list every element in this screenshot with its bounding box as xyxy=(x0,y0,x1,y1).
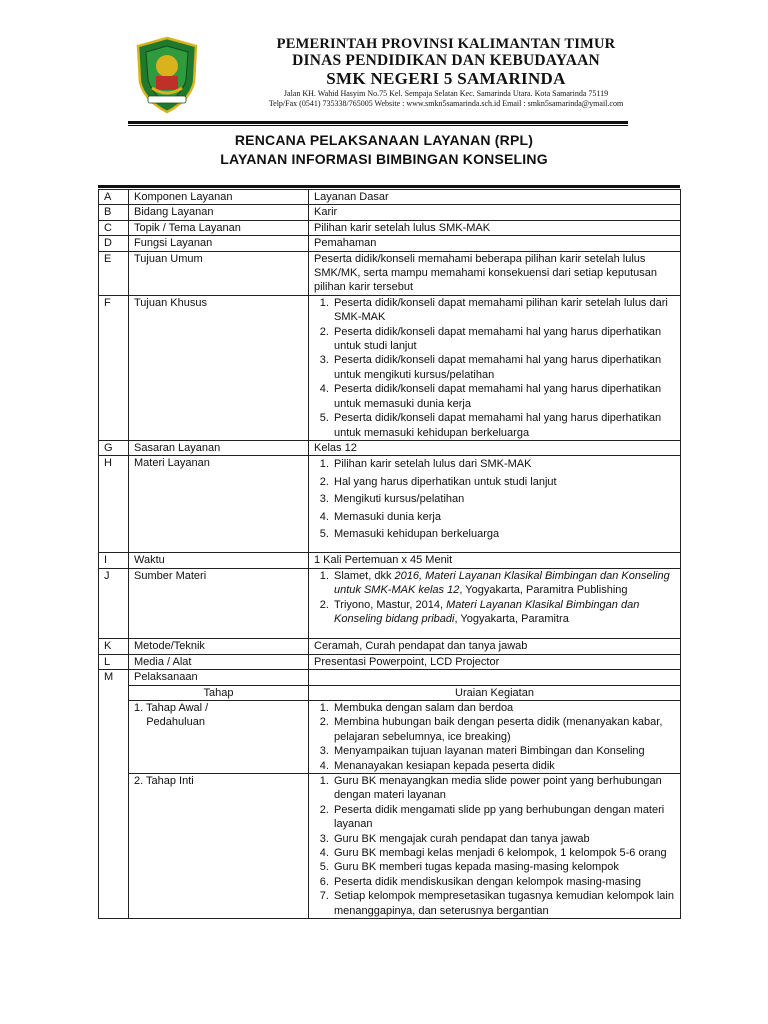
row-value: Layanan Dasar xyxy=(309,190,681,205)
list-item: 3. Peserta didik/konseli dapat memahami hal yang harus diperhatikan untuk mengikuti kursus/pelatihan xyxy=(332,353,675,382)
list-item: 4. Memasuki dunia kerja xyxy=(332,510,675,524)
row-value: 1 Kali Pertemuan x 45 Menit xyxy=(309,553,681,568)
list-item: 2. Peserta didik/konseli dapat memahami hal yang harus diperhatikan untuk studi lanjut xyxy=(332,325,675,354)
list-item: 1. Peserta didik/konseli dapat memahami pilihan karir setelah lulus dari SMK-MAK xyxy=(332,296,675,325)
specific-goals-list xyxy=(314,296,675,440)
row-code: H xyxy=(99,456,129,553)
row-value: Presentasi Powerpoint, LCD Projector xyxy=(309,654,681,669)
activity-list xyxy=(314,774,675,918)
stage-name: 2. Tahap Inti xyxy=(129,774,309,919)
row-value: Pilihan karir setelah lulus SMK-MAK xyxy=(309,220,681,235)
list-item: 1. Guru BK menayangkan media slide power point yang berhubungan dengan materi layanan xyxy=(332,774,675,803)
row-label: Sasaran Layanan xyxy=(129,440,309,455)
list-item: 1. Membuka dengan salam dan berdoa xyxy=(332,701,675,715)
document-title-line-1: RENCANA PELAKSANAAN LAYANAN (RPL) xyxy=(234,132,534,148)
row-code: F xyxy=(99,295,129,440)
row-label: Bidang Layanan xyxy=(129,205,309,220)
table-row xyxy=(99,685,681,700)
table-row xyxy=(99,251,681,295)
letterhead-school: SMK NEGERI 5 SAMARINDA xyxy=(326,69,566,88)
row-code: M xyxy=(99,670,129,919)
row-code: I xyxy=(99,553,129,568)
table-row xyxy=(99,205,681,220)
list-item: 3. Guru BK mengajak curah pendapat dan tanya jawab xyxy=(332,832,675,846)
list-item: 3. Mengikuti kursus/pelatihan xyxy=(332,492,675,506)
source-publisher: , Yogyakarta, Paramitra Publishing xyxy=(459,584,628,597)
row-value xyxy=(309,670,681,685)
row-label: Metode/Teknik xyxy=(129,639,309,654)
row-value: Kelas 12 xyxy=(309,440,681,455)
row-value xyxy=(309,456,681,553)
row-label: Fungsi Layanan xyxy=(129,236,309,251)
letterhead xyxy=(120,30,660,125)
table-row xyxy=(99,568,681,639)
stage-activities xyxy=(309,701,681,774)
list-item: 5. Memasuki kehidupan berkeluarga xyxy=(332,527,675,541)
row-label: Materi Layanan xyxy=(129,456,309,553)
activity-column-header: Uraian Kegiatan xyxy=(309,685,681,700)
source-title: 2016, Materi Layanan Klasikal Bimbingan dan Konseling untuk SMK-MAK kelas 12 xyxy=(334,569,670,597)
row-code: B xyxy=(99,205,129,220)
row-value: Karir xyxy=(309,205,681,220)
stage-column-header: Tahap xyxy=(129,685,309,700)
letterhead-address: Jalan KH. Wahid Hasyim No.75 Kel. Sempaja Selatan Kec. Samarinda Utara. Kota Samarinda 75119 xyxy=(283,89,609,98)
document-title-line-2: LAYANAN INFORMASI BIMBINGAN KONSELING xyxy=(220,151,548,167)
table-row xyxy=(99,236,681,251)
activity-list xyxy=(314,701,675,773)
document-title xyxy=(0,131,768,169)
table-row xyxy=(99,295,681,440)
row-code: A xyxy=(99,190,129,205)
letterhead-rule-thick xyxy=(128,121,628,124)
row-code: K xyxy=(99,639,129,654)
list-item: 5. Guru BK memberi tugas kepada masing-masing kelompok xyxy=(332,860,675,874)
material-list xyxy=(314,457,675,541)
row-label: Waktu xyxy=(129,553,309,568)
source-title: Materi Layanan Klasikal Bimbingan dan Konseling bidang pribadi xyxy=(334,598,640,625)
list-item: 1. Pilihan karir setelah lulus dari SMK-MAK xyxy=(332,457,675,471)
table-row xyxy=(99,654,681,669)
row-code: G xyxy=(99,440,129,455)
row-label: Pelaksanaan xyxy=(129,670,309,685)
list-item xyxy=(332,569,675,598)
list-item: 3. Menyampaikan tujuan layanan materi Bimbingan dan Konseling xyxy=(332,744,675,758)
list-item: 7. Setiap kelompok mempresetasikan tugasnya kemudian kelompok lain menanggapinya, dan seterusnya bergantian xyxy=(332,889,675,918)
source-publisher: , Yogyakarta, Paramitra xyxy=(454,612,569,625)
table-row xyxy=(99,190,681,205)
letterhead-department: DINAS PENDIDIKAN DAN KEBUDAYAAN xyxy=(292,52,600,69)
list-item: 4. Peserta didik/konseli dapat memahami hal yang harus diperhatikan untuk memasuki dunia kerja xyxy=(332,382,675,411)
table-row xyxy=(99,553,681,568)
table-row xyxy=(99,639,681,654)
letterhead-rule-thin xyxy=(128,125,628,126)
row-value xyxy=(309,295,681,440)
table-row xyxy=(99,456,681,553)
row-value: Peserta didik/konseli memahami beberapa pilihan karir setelah lulus SMK/MK, serta mampu memahami konsekuensi dari setiap keputusan pilihan karir tersebut xyxy=(309,251,681,295)
source-author: Slamet, dkk xyxy=(334,569,395,582)
row-label: Komponen Layanan xyxy=(129,190,309,205)
list-item: 5. Peserta didik/konseli dapat memahami hal yang harus diperhatikan untuk memasuki kehidupan berkeluarga xyxy=(332,411,675,440)
list-item: 2. Membina hubungan baik dengan peserta didik (menanyakan kabar, pelajaran sebelumnya, ice breaking) xyxy=(332,715,675,744)
provincial-emblem-icon xyxy=(134,36,200,114)
list-item: 2. Hal yang harus diperhatikan untuk studi lanjut xyxy=(332,475,675,489)
list-item: 4. Menanayakan kesiapan kepada peserta didik xyxy=(332,759,675,773)
letterhead-government: PEMERINTAH PROVINSI KALIMANTAN TIMUR xyxy=(276,36,616,52)
list-item xyxy=(332,598,675,627)
row-value: Pemahaman xyxy=(309,236,681,251)
row-label: Topik / Tema Layanan xyxy=(129,220,309,235)
row-label: Tujuan Umum xyxy=(129,251,309,295)
row-label: Sumber Materi xyxy=(129,568,309,639)
stage-activities xyxy=(309,774,681,919)
letterhead-contact: Telp/Fax (0541) 735338/765005 Website : www.smkn5samarinda.sch.id Email : smkn5samarinda@ymail.com xyxy=(268,99,624,108)
row-code: L xyxy=(99,654,129,669)
table-row xyxy=(99,670,681,685)
source-author: Triyono, Mastur, 2014, xyxy=(334,598,447,611)
row-code: D xyxy=(99,236,129,251)
table-row xyxy=(99,774,681,919)
row-label: Media / Alat xyxy=(129,654,309,669)
row-code: C xyxy=(99,220,129,235)
row-value xyxy=(309,568,681,639)
row-code: J xyxy=(99,568,129,639)
table-row xyxy=(99,220,681,235)
rpl-table xyxy=(98,189,681,919)
table-top-rule xyxy=(98,185,680,188)
list-item: 2. Peserta didik mengamati slide pp yang berhubungan dengan materi layanan xyxy=(332,803,675,832)
sources-list xyxy=(314,569,675,627)
row-label: Tujuan Khusus xyxy=(129,295,309,440)
row-code: E xyxy=(99,251,129,295)
stage-name: 1. Tahap Awal / Pedahuluan xyxy=(129,701,309,774)
row-value: Ceramah, Curah pendapat dan tanya jawab xyxy=(309,639,681,654)
table-row xyxy=(99,440,681,455)
list-item: 4. Guru BK membagi kelas menjadi 6 kelompok, 1 kelompok 5-6 orang xyxy=(332,846,675,860)
table-row xyxy=(99,701,681,774)
list-item: 6. Peserta didik mendiskusikan dengan kelompok masing-masing xyxy=(332,875,675,889)
